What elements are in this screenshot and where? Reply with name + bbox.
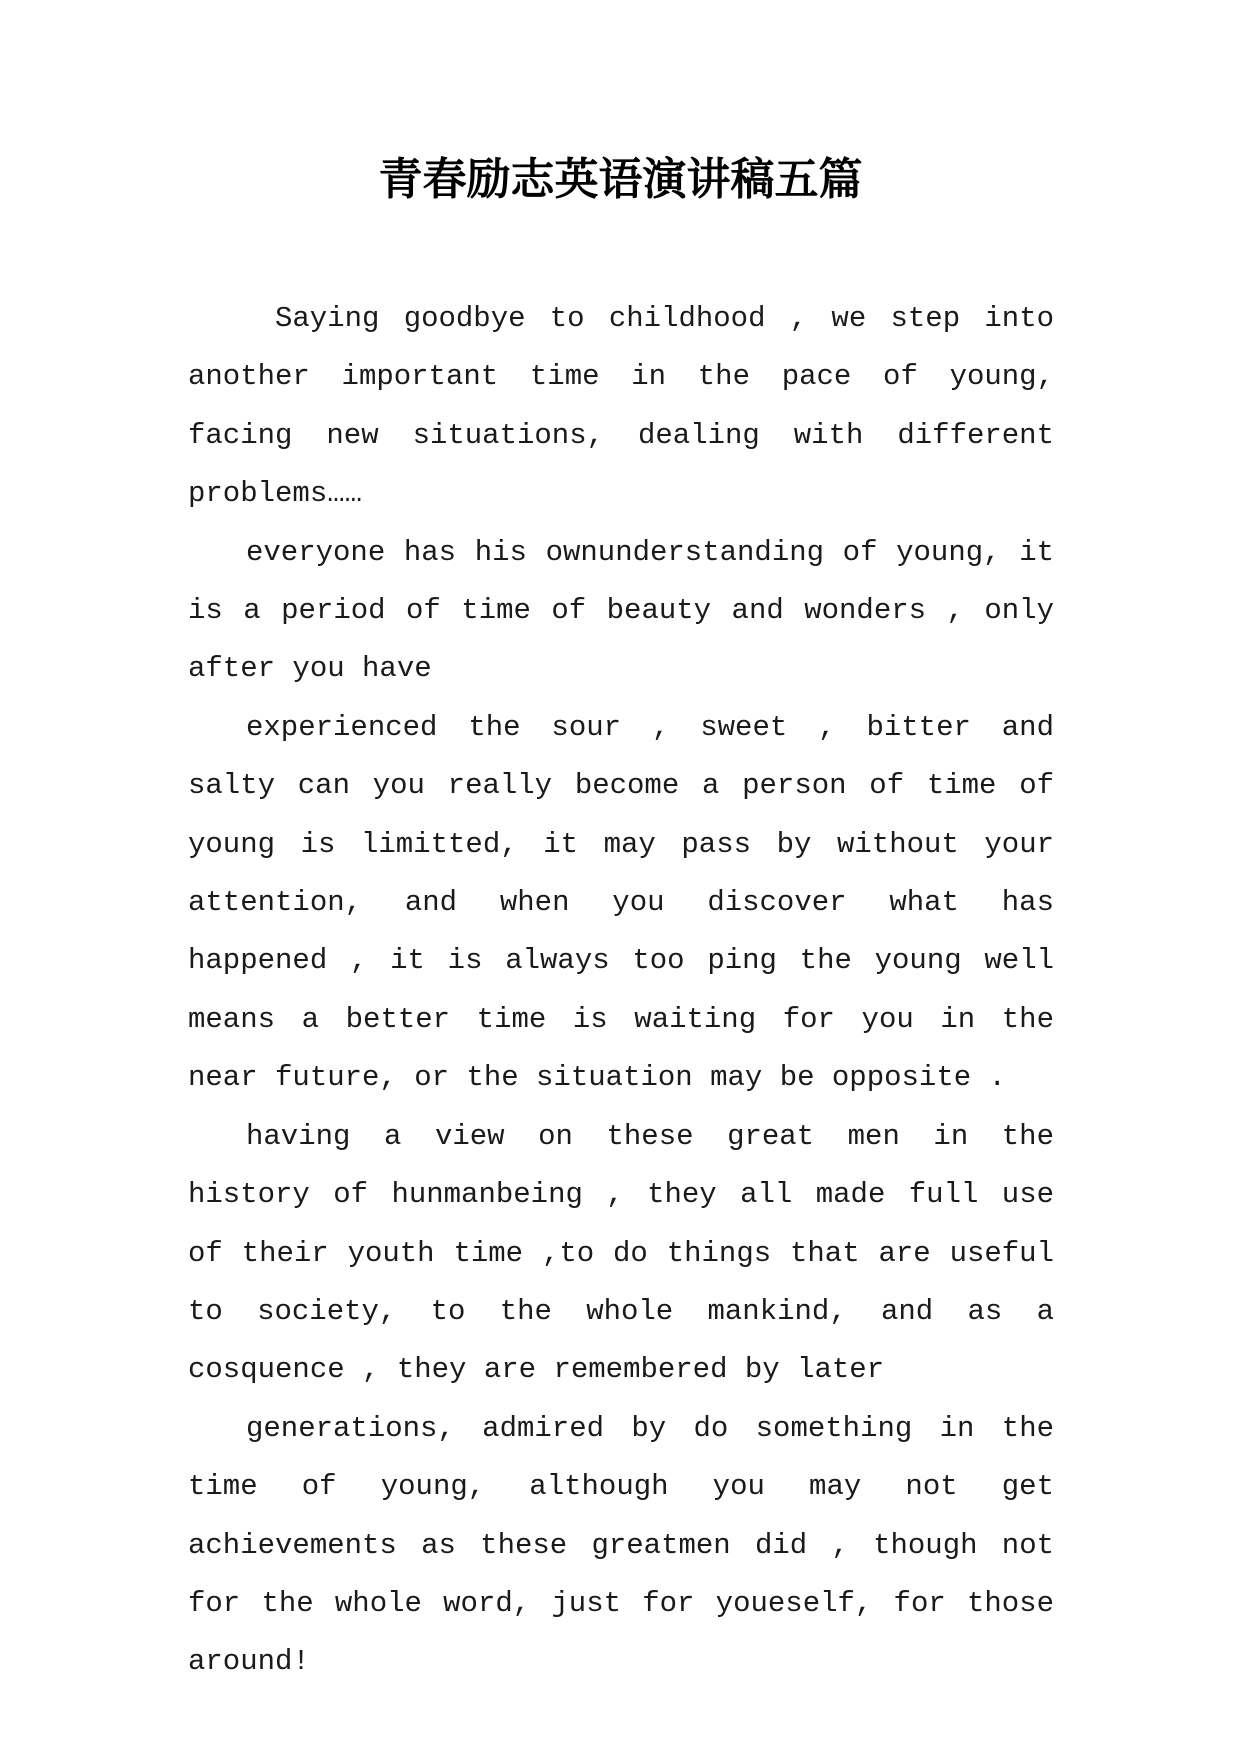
paragraph-4: having a view on these great men in the history of hunmanbeing , they all made full use of their youth time ,to do things that are useful to society, to the whole mankind, and as a cosquence , they are remembered by later	[188, 1119, 1054, 1387]
paragraph-5: generations, admired by do something in the time of young, although you may not get achievements as these greatmen did , though not for the whole word, just for youeself, for those around!	[188, 1411, 1054, 1679]
paragraph-1: Saying goodbye to childhood , we step into another important time in the pace of young, facing new situations, dealing with different problems……	[188, 302, 1054, 511]
paragraph-2: everyone has his ownunderstanding of young, it is a period of time of beauty and wonders , only after you have	[188, 535, 1054, 686]
document-body	[188, 290, 1054, 1692]
paragraph-3: experienced the sour , sweet , bitter and salty can you really become a person of time of young is limitted, it may pass by without your attention, and when you discover what has happened , it is always too ping the young well means a better time is waiting for you in the near future, or the situation may be opposite .	[188, 710, 1054, 1095]
document-title: 青春励志英语演讲稿五篇	[378, 154, 863, 205]
